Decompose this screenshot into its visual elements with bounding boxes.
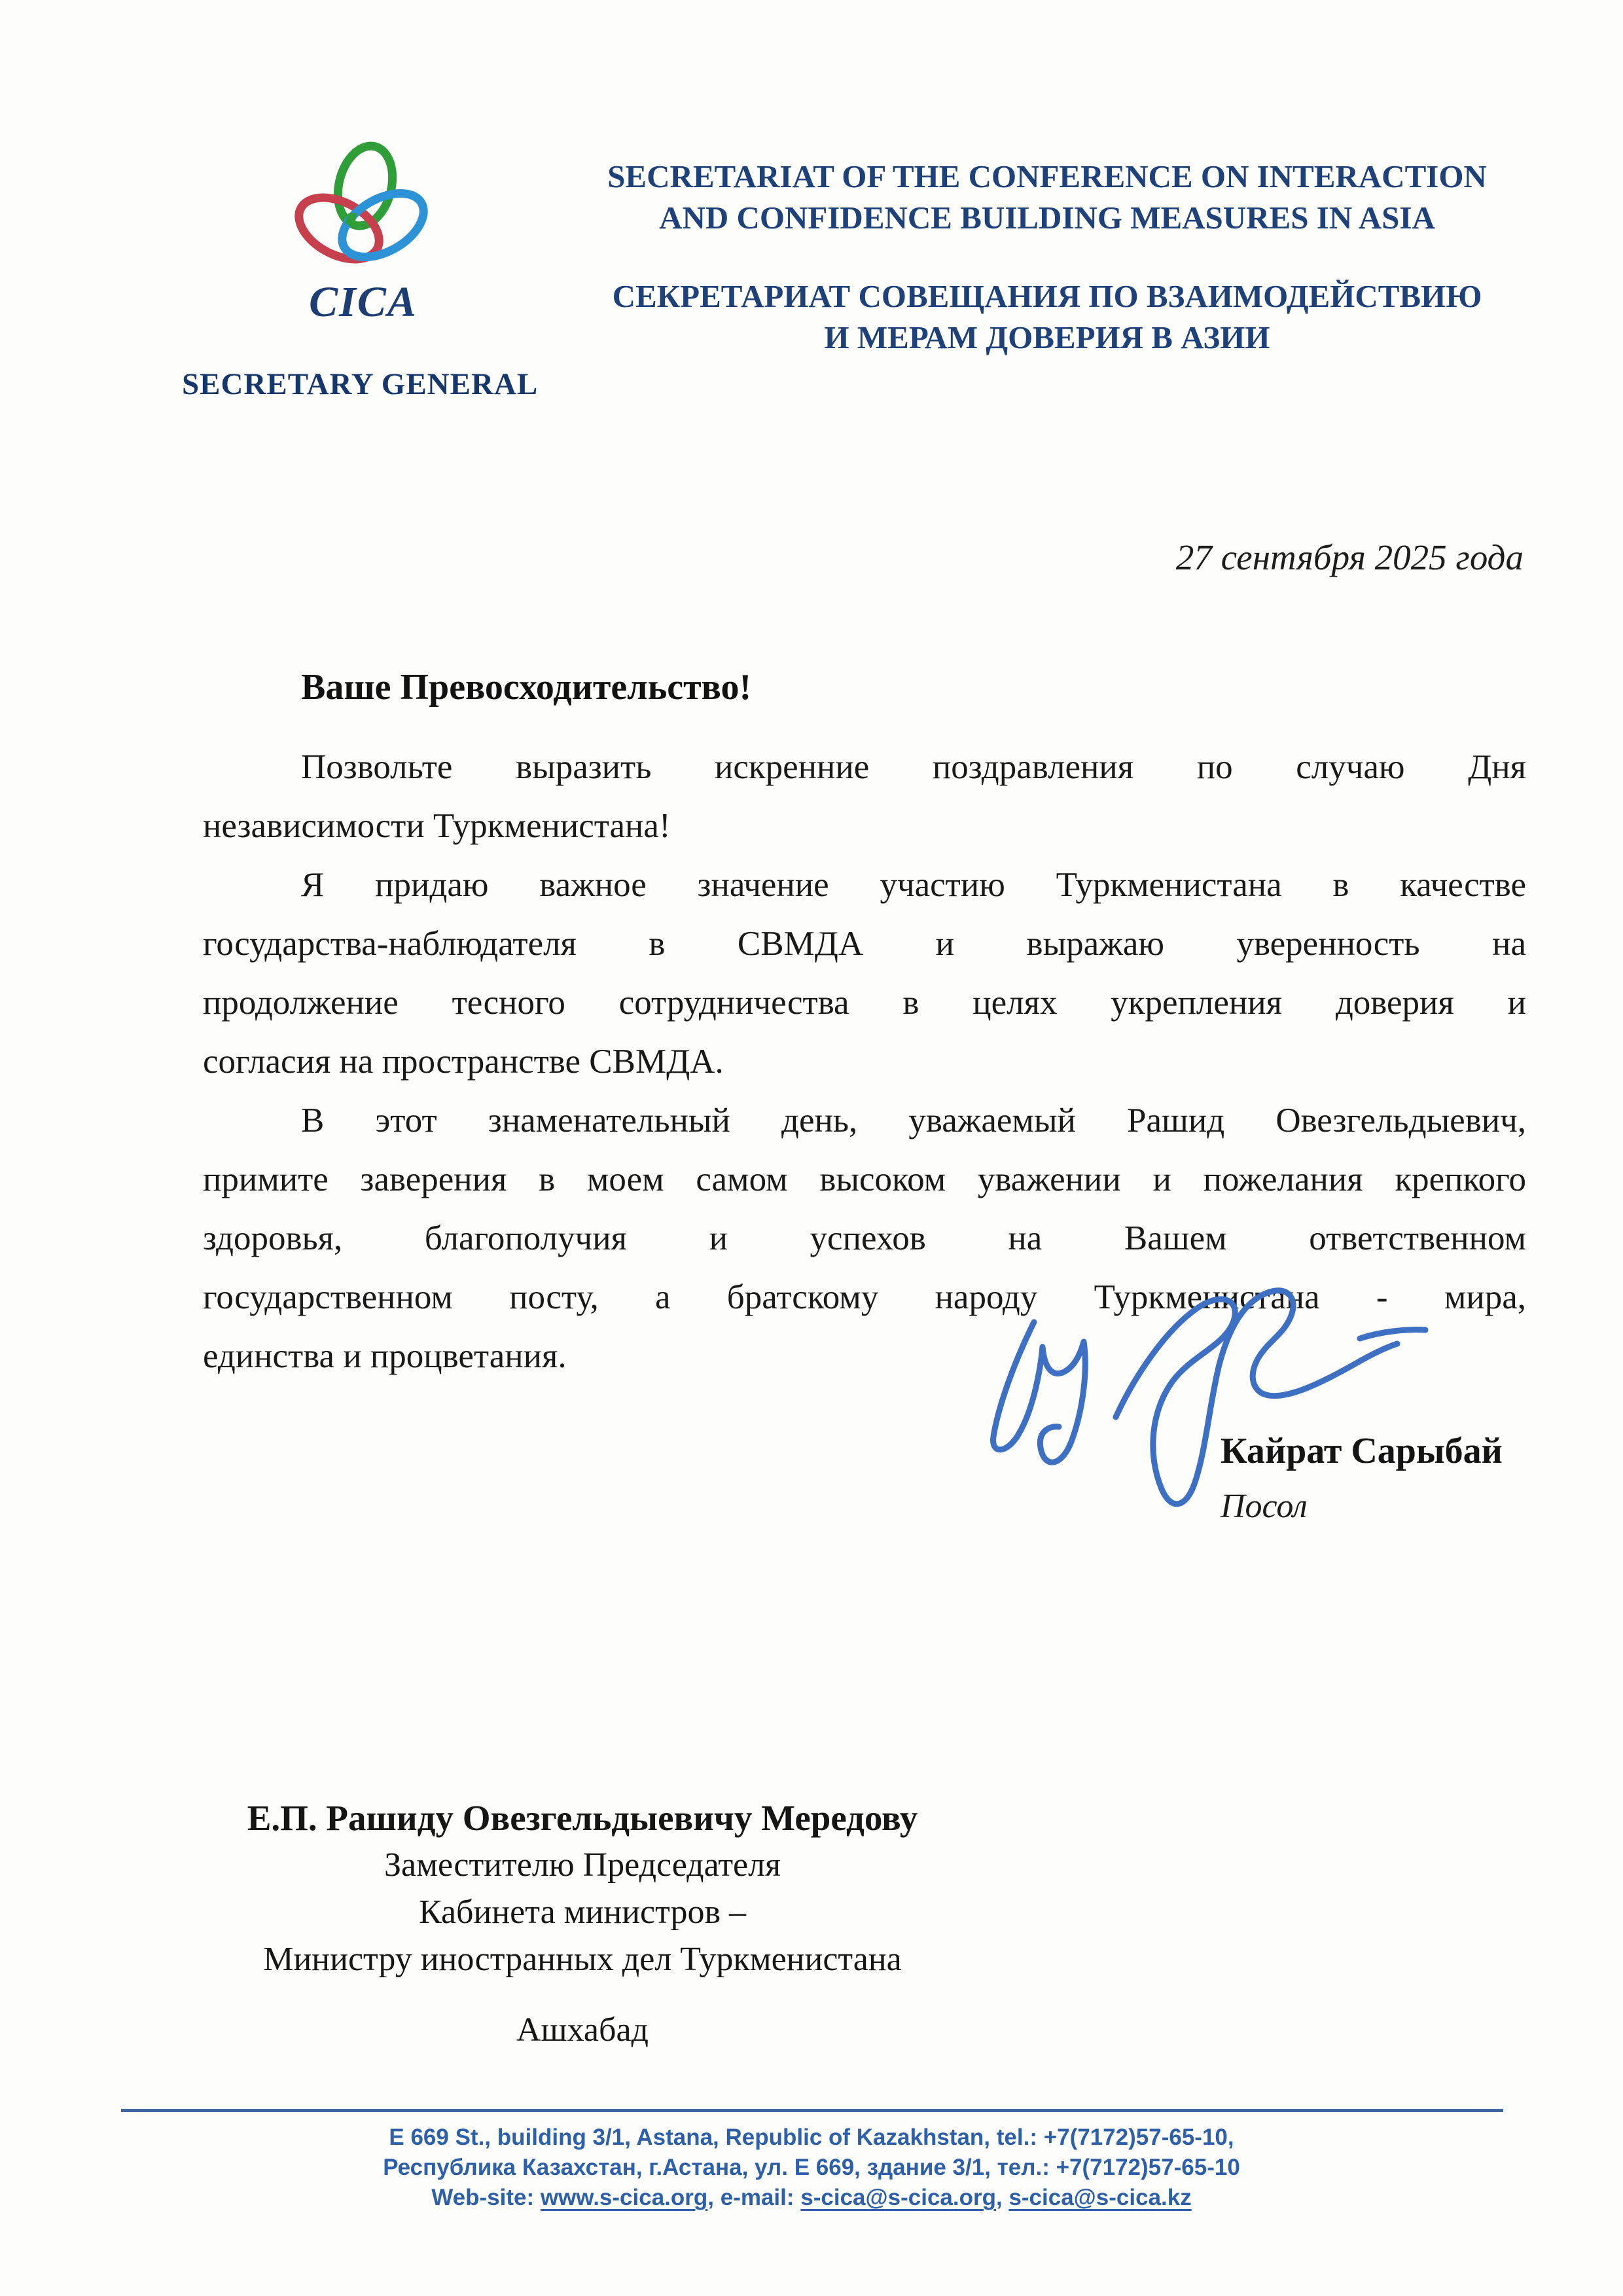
- paragraph-1-line: Позвольте выразить искренние поздравления по случаю Дня: [301, 748, 1526, 786]
- org-title-en: [576, 156, 1518, 238]
- ring-green-overlap: [348, 213, 352, 225]
- recipient-title-line: Кабинета министров –: [418, 1893, 747, 1931]
- signature-stroke-left: [993, 1322, 1086, 1462]
- footer-address-ru: Республика Казахстан, г.Астана, ул. Е 669, здание 3/1, тел.: +7(7172)57-65-10: [383, 2155, 1240, 2180]
- email-link-org[interactable]: s-cica@s-cica.org: [800, 2185, 996, 2210]
- cica-logo: [275, 141, 452, 327]
- recipient-city: Ашхабад: [516, 2011, 649, 2049]
- signatory-name: Кайрат Сарыбай: [1221, 1431, 1503, 1471]
- signature-stroke-dash: [1360, 1330, 1425, 1338]
- paragraph-3-line: В этот знаменательный день, уважаемый Рашид Овезгельдыевич,: [301, 1102, 1526, 1139]
- signatory-title: Посол: [1221, 1488, 1308, 1525]
- org-title-ru-line1: СЕКРЕТАРИАТ СОВЕЩАНИЯ ПО ВЗАИМОДЕЙСТВИЮ: [612, 278, 1482, 314]
- cica-rings-icon: [288, 141, 438, 272]
- org-title-block: [576, 156, 1518, 358]
- email-label: , e-mail:: [707, 2185, 801, 2210]
- recipient-title-line: Министру иностранных дел Туркменистана: [263, 1941, 902, 1978]
- org-title-ru-line2: И МЕРАМ ДОВЕРИЯ В АЗИИ: [824, 319, 1270, 355]
- office-title: SECRETARY GENERAL: [182, 367, 539, 401]
- website-link[interactable]: www.s-cica.org: [540, 2185, 708, 2210]
- paragraph-2-line: Я придаю важное значение участию Туркменистана в качестве: [301, 866, 1526, 904]
- org-title-en-line1: SECRETARIAT OF THE CONFERENCE ON INTERACTION: [607, 158, 1487, 194]
- paragraph-3-line: единства и процветания.: [203, 1337, 567, 1375]
- footer-address-en: E 669 St., building 3/1, Astana, Republic of Kazakhstan, tel.: +7(7172)57-65-10,: [389, 2125, 1234, 2150]
- website-label: Web-site:: [431, 2185, 541, 2210]
- paragraph-2-line: государства-наблюдателя в СВМДА и выражаю уверенность на: [203, 925, 1526, 963]
- paragraph-2-line: продолжение тесного сотрудничества в целях укрепления доверия и: [203, 984, 1526, 1022]
- email-separator: ,: [995, 2185, 1009, 2210]
- footer-rule: [121, 2109, 1503, 2112]
- footer-contacts: [0, 2183, 1623, 2213]
- recipient-block: [134, 1795, 1031, 1983]
- letter-date: 27 сентября 2025 года: [1175, 537, 1524, 577]
- paragraph-3-line: здоровья, благополучия и успехов на Вашем ответственном: [203, 1219, 1526, 1257]
- signature-ink-icon: [936, 1276, 1472, 1538]
- paragraph-2-line: согласия на пространстве СВМДА.: [203, 1043, 724, 1081]
- org-title-ru: [576, 276, 1518, 358]
- paragraph-3-line: примите заверения в моем самом высоком уважении и пожелания крепкого: [203, 1160, 1526, 1198]
- footer-block: [0, 2123, 1623, 2213]
- email-link-kz[interactable]: s-cica@s-cica.kz: [1008, 2185, 1192, 2210]
- salutation: Ваше Превосходительство!: [301, 667, 752, 708]
- recipient-title-line: Заместителю Председателя: [383, 1846, 781, 1884]
- paragraph-1-line: независимости Туркменистана!: [203, 807, 671, 845]
- paragraph-3-line: государственном посту, а братскому народу Туркменистана - мира,: [203, 1278, 1526, 1316]
- recipient-name: Е.П. Рашиду Овезгельдыевичу Мередову: [247, 1798, 918, 1838]
- logo-text: CICA: [309, 278, 418, 326]
- org-title-en-line2: AND CONFIDENCE BUILDING MEASURES IN ASIA: [659, 200, 1435, 236]
